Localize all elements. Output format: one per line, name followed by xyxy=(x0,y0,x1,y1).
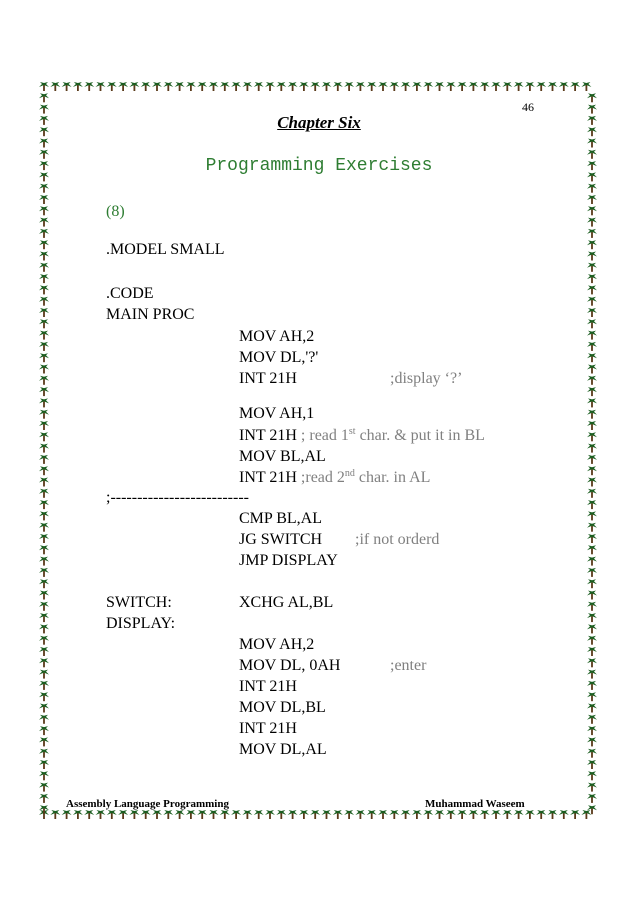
palm-tree-icon xyxy=(587,737,597,746)
code-instruction: INT 21H xyxy=(239,427,297,444)
palm-tree-icon xyxy=(39,455,49,464)
palm-tree-icon xyxy=(186,810,196,819)
palm-tree-icon xyxy=(587,523,597,532)
palm-tree-icon xyxy=(367,810,377,819)
palm-tree-icon xyxy=(587,218,597,227)
palm-tree-icon xyxy=(468,810,478,819)
palm-tree-icon xyxy=(587,229,597,238)
palm-tree-icon xyxy=(39,591,49,600)
palm-tree-icon xyxy=(389,810,399,819)
palm-tree-icon xyxy=(39,726,49,735)
palm-tree-icon xyxy=(502,810,512,819)
palm-tree-icon xyxy=(587,500,597,509)
palm-tree-icon xyxy=(39,500,49,509)
palm-tree-icon xyxy=(209,82,219,91)
section-subtitle: Programming Exercises xyxy=(205,156,433,176)
palm-tree-icon xyxy=(548,82,558,91)
palm-tree-icon xyxy=(107,82,117,91)
palm-tree-icon xyxy=(152,810,162,819)
palm-tree-icon xyxy=(254,810,264,819)
palm-tree-icon xyxy=(587,568,597,577)
palm-tree-icon xyxy=(39,82,49,91)
palm-tree-icon xyxy=(39,342,49,351)
code-line: MOV AH,2 xyxy=(239,328,315,345)
palm-tree-icon xyxy=(39,579,49,588)
palm-tree-icon xyxy=(50,82,60,91)
palm-tree-icon xyxy=(587,749,597,758)
palm-tree-icon xyxy=(587,444,597,453)
code-line: JG SWITCH xyxy=(239,531,323,548)
palm-tree-icon xyxy=(242,82,252,91)
code-comment: ; read 1st char. & put it in BL xyxy=(300,426,485,444)
palm-tree-icon xyxy=(118,810,128,819)
palm-tree-icon xyxy=(39,534,49,543)
palm-tree-icon xyxy=(587,365,597,374)
code-line: INT 21H xyxy=(239,720,297,737)
palm-tree-icon xyxy=(231,810,241,819)
palm-tree-icon xyxy=(367,82,377,91)
palm-tree-icon xyxy=(514,810,524,819)
palm-tree-icon xyxy=(401,82,411,91)
palm-tree-icon xyxy=(491,82,501,91)
palm-tree-icon xyxy=(265,82,275,91)
palm-tree-icon xyxy=(587,624,597,633)
palm-tree-icon xyxy=(39,568,49,577)
palm-tree-icon xyxy=(587,545,597,554)
palm-tree-icon xyxy=(310,82,320,91)
palm-tree-icon xyxy=(265,810,275,819)
palm-tree-icon xyxy=(423,82,433,91)
palm-tree-icon xyxy=(39,297,49,306)
exercise-label: (8) xyxy=(106,203,125,220)
code-comment: ;display ‘?’ xyxy=(390,370,463,387)
palm-tree-icon xyxy=(39,466,49,475)
palm-tree-icon xyxy=(39,331,49,340)
palm-tree-icon xyxy=(587,195,597,204)
palm-tree-icon xyxy=(468,82,478,91)
palm-tree-icon xyxy=(587,591,597,600)
palm-tree-icon xyxy=(435,82,445,91)
code-line: MOV AH,2 xyxy=(239,636,315,653)
palm-tree-icon xyxy=(548,810,558,819)
palm-tree-icon xyxy=(50,810,60,819)
palm-tree-icon xyxy=(587,139,597,148)
palm-tree-icon xyxy=(175,810,185,819)
palm-tree-icon xyxy=(39,387,49,396)
palm-tree-icon xyxy=(73,82,83,91)
palm-tree-icon xyxy=(39,647,49,656)
palm-tree-icon xyxy=(581,810,591,819)
palm-tree-icon xyxy=(276,810,286,819)
palm-tree-icon xyxy=(587,783,597,792)
palm-tree-icon xyxy=(152,82,162,91)
palm-tree-icon xyxy=(39,93,49,102)
palm-tree-icon xyxy=(502,82,512,91)
palm-tree-icon xyxy=(412,810,422,819)
palm-tree-icon xyxy=(587,206,597,215)
palm-tree-icon xyxy=(435,810,445,819)
palm-tree-icon xyxy=(163,810,173,819)
palm-tree-icon xyxy=(39,229,49,238)
palm-tree-icon xyxy=(39,704,49,713)
palm-tree-icon xyxy=(118,82,128,91)
palm-tree-icon xyxy=(587,376,597,385)
palm-tree-icon xyxy=(39,557,49,566)
palm-tree-icon xyxy=(96,810,106,819)
chapter-title: Chapter Six xyxy=(277,113,361,132)
palm-tree-icon xyxy=(389,82,399,91)
palm-tree-icon xyxy=(39,410,49,419)
palm-tree-icon xyxy=(480,810,490,819)
code-comment: ;if not orderd xyxy=(355,531,440,548)
palm-tree-icon xyxy=(141,82,151,91)
palm-tree-icon xyxy=(480,82,490,91)
palm-tree-icon xyxy=(344,82,354,91)
code-line: INT 21H xyxy=(239,678,297,695)
palm-tree-icon xyxy=(197,82,207,91)
palm-tree-icon xyxy=(39,444,49,453)
palm-tree-icon xyxy=(587,478,597,487)
palm-tree-icon xyxy=(62,810,72,819)
palm-tree-icon xyxy=(587,715,597,724)
palm-tree-icon xyxy=(39,240,49,249)
palm-tree-icon xyxy=(581,82,591,91)
palm-tree-icon xyxy=(73,810,83,819)
code-line-code-segment: .CODE xyxy=(106,285,154,302)
palm-tree-icon xyxy=(231,82,241,91)
palm-tree-icon xyxy=(141,810,151,819)
palm-tree-icon xyxy=(163,82,173,91)
palm-tree-icon xyxy=(39,715,49,724)
palm-tree-icon xyxy=(299,82,309,91)
palm-tree-icon xyxy=(209,810,219,819)
code-line: MOV DL, 0AH xyxy=(239,657,341,674)
palm-tree-icon xyxy=(39,252,49,261)
palm-tree-icon xyxy=(39,636,49,645)
palm-tree-icon xyxy=(39,353,49,362)
palm-tree-icon xyxy=(587,319,597,328)
palm-tree-icon xyxy=(587,252,597,261)
palm-tree-icon xyxy=(39,263,49,272)
palm-tree-icon xyxy=(333,810,343,819)
palm-tree-icon xyxy=(587,421,597,430)
palm-tree-icon xyxy=(587,726,597,735)
palm-tree-icon xyxy=(288,82,298,91)
palm-tree-icon xyxy=(587,398,597,407)
palm-tree-icon xyxy=(536,810,546,819)
palm-tree-icon xyxy=(39,365,49,374)
palm-tree-icon xyxy=(401,810,411,819)
palm-tree-icon xyxy=(39,749,49,758)
palm-tree-icon xyxy=(587,410,597,419)
code-line: XCHG AL,BL xyxy=(239,594,334,611)
palm-tree-icon xyxy=(587,308,597,317)
palm-tree-icon xyxy=(587,240,597,249)
palm-tree-icon xyxy=(186,82,196,91)
palm-tree-icon xyxy=(587,658,597,667)
palm-tree-icon xyxy=(525,810,535,819)
palm-tree-icon xyxy=(587,331,597,340)
palm-tree-icon xyxy=(129,810,139,819)
palm-tree-icon xyxy=(587,342,597,351)
palm-tree-icon xyxy=(242,810,252,819)
palm-tree-icon xyxy=(587,579,597,588)
palm-tree-icon xyxy=(39,692,49,701)
code-comment: ;enter xyxy=(390,657,427,674)
palm-tree-icon xyxy=(39,511,49,520)
palm-tree-icon xyxy=(299,810,309,819)
palm-tree-icon xyxy=(39,670,49,679)
palm-tree-icon xyxy=(587,274,597,283)
palm-tree-icon xyxy=(39,489,49,498)
palm-tree-icon xyxy=(254,82,264,91)
palm-tree-icon xyxy=(39,285,49,294)
code-line-main-proc: MAIN PROC xyxy=(106,306,195,323)
palm-tree-icon xyxy=(587,93,597,102)
palm-tree-icon xyxy=(39,681,49,690)
palm-tree-icon xyxy=(322,810,332,819)
palm-tree-icon xyxy=(570,810,580,819)
palm-tree-icon xyxy=(39,432,49,441)
palm-tree-icon xyxy=(39,545,49,554)
palm-tree-icon xyxy=(84,810,94,819)
code-comment: ;read 2nd char. in AL xyxy=(300,468,431,486)
palm-tree-icon xyxy=(587,670,597,679)
palm-tree-icon xyxy=(355,82,365,91)
palm-tree-icon xyxy=(197,810,207,819)
palm-tree-icon xyxy=(587,636,597,645)
palm-tree-icon xyxy=(333,82,343,91)
palm-tree-icon xyxy=(559,810,569,819)
palm-tree-icon xyxy=(220,82,230,91)
palm-tree-icon xyxy=(62,82,72,91)
palm-tree-icon xyxy=(39,398,49,407)
code-line: MOV DL,AL xyxy=(239,741,327,758)
code-line: MOV DL,'?' xyxy=(239,349,319,366)
palm-tree-icon xyxy=(587,557,597,566)
palm-tree-icon xyxy=(587,647,597,656)
palm-tree-icon xyxy=(587,489,597,498)
palm-tree-icon xyxy=(423,810,433,819)
palm-tree-icon xyxy=(39,783,49,792)
palm-tree-icon xyxy=(587,704,597,713)
palm-tree-icon xyxy=(446,810,456,819)
palm-tree-icon xyxy=(587,455,597,464)
code-label-display: DISPLAY: xyxy=(106,615,176,632)
code-label-switch: SWITCH: xyxy=(106,594,172,611)
palm-tree-icon xyxy=(587,263,597,272)
palm-tree-icon xyxy=(378,82,388,91)
palm-tree-icon xyxy=(175,82,185,91)
palm-tree-icon xyxy=(39,274,49,283)
footer-right: Muhammad Waseem xyxy=(425,798,525,810)
palm-tree-icon xyxy=(39,139,49,148)
palm-tree-icon xyxy=(39,376,49,385)
palm-tree-icon xyxy=(587,613,597,622)
palm-tree-icon xyxy=(39,184,49,193)
palm-tree-icon xyxy=(39,218,49,227)
palm-tree-icon xyxy=(344,810,354,819)
palm-tree-icon xyxy=(378,810,388,819)
palm-tree-icon xyxy=(587,285,597,294)
palm-tree-icon xyxy=(39,624,49,633)
palm-tree-icon xyxy=(587,387,597,396)
page-number: 46 xyxy=(522,100,534,114)
palm-tree-icon xyxy=(587,184,597,193)
code-line-model: .MODEL SMALL xyxy=(106,241,225,258)
code-line: JMP DISPLAY xyxy=(239,552,338,569)
palm-tree-icon xyxy=(39,602,49,611)
palm-tree-icon xyxy=(39,421,49,430)
palm-tree-icon xyxy=(587,681,597,690)
palm-tree-icon xyxy=(587,432,597,441)
palm-tree-icon xyxy=(39,308,49,317)
palm-tree-icon xyxy=(276,82,286,91)
palm-tree-icon xyxy=(587,760,597,769)
footer-left: Assembly Language Programming xyxy=(66,798,229,810)
code-line xyxy=(239,427,485,445)
code-line: CMP BL,AL xyxy=(239,510,322,527)
palm-tree-icon xyxy=(39,794,49,803)
palm-tree-icon xyxy=(412,82,422,91)
palm-tree-icon xyxy=(39,760,49,769)
palm-tree-icon xyxy=(129,82,139,91)
palm-tree-icon xyxy=(536,82,546,91)
palm-tree-icon xyxy=(525,82,535,91)
palm-tree-icon xyxy=(491,810,501,819)
palm-tree-icon xyxy=(559,82,569,91)
palm-tree-icon xyxy=(457,82,467,91)
palm-tree-icon xyxy=(587,771,597,780)
palm-tree-icon xyxy=(39,613,49,622)
palm-tree-icon xyxy=(107,810,117,819)
code-instruction: INT 21H xyxy=(239,469,297,486)
palm-tree-icon xyxy=(39,319,49,328)
palm-tree-icon xyxy=(587,692,597,701)
palm-tree-icon xyxy=(587,353,597,362)
palm-tree-icon xyxy=(96,82,106,91)
palm-tree-icon xyxy=(587,602,597,611)
code-line xyxy=(239,469,430,487)
palm-tree-icon xyxy=(587,466,597,475)
palm-tree-icon xyxy=(39,771,49,780)
palm-tree-icon xyxy=(587,534,597,543)
palm-tree-icon xyxy=(39,195,49,204)
palm-tree-icon xyxy=(39,206,49,215)
code-line: MOV DL,BL xyxy=(239,699,326,716)
code-line: INT 21H xyxy=(239,370,297,387)
code-line: MOV BL,AL xyxy=(239,448,326,465)
palm-tree-icon xyxy=(355,810,365,819)
code-line: MOV AH,1 xyxy=(239,405,315,422)
palm-tree-icon xyxy=(220,810,230,819)
palm-tree-icon xyxy=(39,658,49,667)
palm-tree-icon xyxy=(39,523,49,532)
palm-tree-icon xyxy=(587,794,597,803)
palm-tree-icon xyxy=(39,737,49,746)
palm-tree-icon xyxy=(39,478,49,487)
palm-tree-icon xyxy=(446,82,456,91)
palm-tree-icon xyxy=(514,82,524,91)
palm-tree-icon xyxy=(570,82,580,91)
palm-tree-icon xyxy=(587,297,597,306)
palm-tree-icon xyxy=(322,82,332,91)
palm-tree-icon xyxy=(288,810,298,819)
palm-tree-icon xyxy=(84,82,94,91)
palm-tree-icon xyxy=(457,810,467,819)
palm-tree-icon xyxy=(39,805,49,814)
code-divider: ;-------------------------- xyxy=(106,489,249,506)
palm-tree-icon xyxy=(587,511,597,520)
palm-tree-icon xyxy=(310,810,320,819)
